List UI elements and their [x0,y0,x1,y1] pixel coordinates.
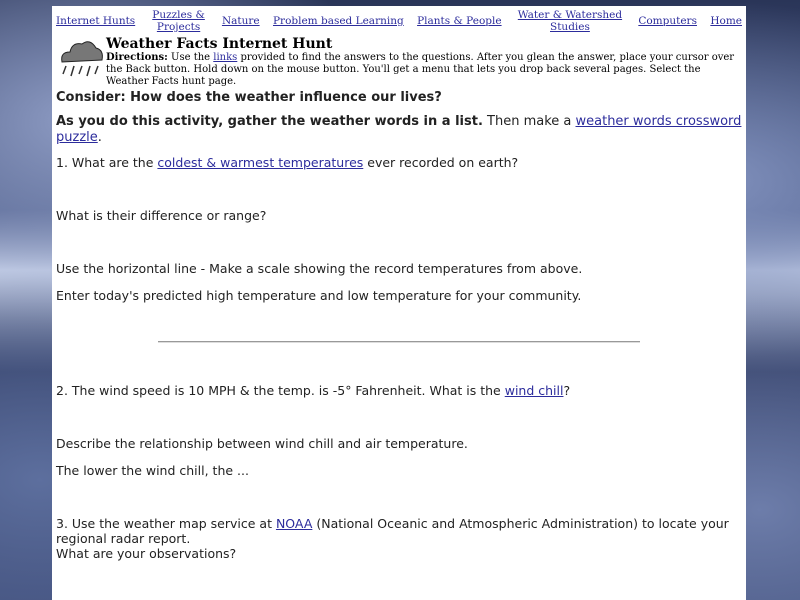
q1-post: ever recorded on earth? [363,155,519,170]
question-3 [56,516,742,561]
directions [106,52,742,88]
question-2c: The lower the wind chill, the ... [56,463,249,478]
q1-pre: 1. What are the [56,155,158,170]
q2-pre: 2. The wind speed is 10 MPH & the temp. is -5° Fahrenheit. What is the [56,383,505,398]
wind-chill-link[interactable]: wind chill [504,383,564,398]
period: . [97,130,102,145]
crossword-link[interactable]: weather words crossword puzzle [56,114,742,145]
consider-heading: Consider: How does the weather influence our lives? [56,90,442,105]
directions-label: Directions: [106,52,168,63]
content-panel [52,6,746,600]
directions-text-2: provided to find the answers to the questions. After you glean the answer, place your cursor over the Back button. Hold down on the mouse button. You'll get a menu that lets you drop back several pages. Select the Weather Facts hunt page. [106,52,735,87]
q2-post: ? [563,383,571,398]
page-title: Weather Facts Internet Hunt [106,36,333,52]
horizontal-line [158,341,640,343]
links-link[interactable]: links [213,52,238,63]
question-1c: Use the horizontal line - Make a scale showing the record temperatures from above. [56,261,583,276]
activity-text [56,114,742,146]
nav-puzzles-projects[interactable]: Puzzles & Projects [152,9,205,33]
activity-plain: Then make a [482,114,576,129]
nav-plants-people[interactable]: Plants & People [417,15,502,27]
q3-pre: 3. Use the weather map service at [56,516,276,531]
question-2b: Describe the relationship between wind chill and air temperature. [56,436,468,451]
top-nav [52,6,746,34]
q3-post: (National Oceanic and Atmospheric Administration) to locate your regional radar report. [56,516,729,546]
question-3b: What are your observations? [56,546,237,561]
storm-cloud-icon [58,36,106,80]
nav-home[interactable]: Home [710,15,742,27]
directions-text: Use the [167,52,214,63]
activity-bold: As you do this activity, gather the weather words in a list. [56,114,483,129]
nav-nature[interactable]: Nature [221,15,260,27]
nav-problem-based-learning[interactable]: Problem based Learning [272,15,404,27]
question-1b: What is their difference or range? [56,208,267,223]
question-1d: Enter today's predicted high temperature and low temperature for your community. [56,288,582,303]
temperatures-link[interactable]: coldest & warmest temperatures [157,155,364,170]
question-2 [56,383,742,398]
question-1 [56,155,742,170]
noaa-link[interactable]: NOAA [275,516,313,531]
nav-computers[interactable]: Computers [638,15,697,27]
nav-water-watershed[interactable]: Water & Watershed Studies [517,9,623,33]
nav-internet-hunts[interactable]: Internet Hunts [56,15,136,27]
